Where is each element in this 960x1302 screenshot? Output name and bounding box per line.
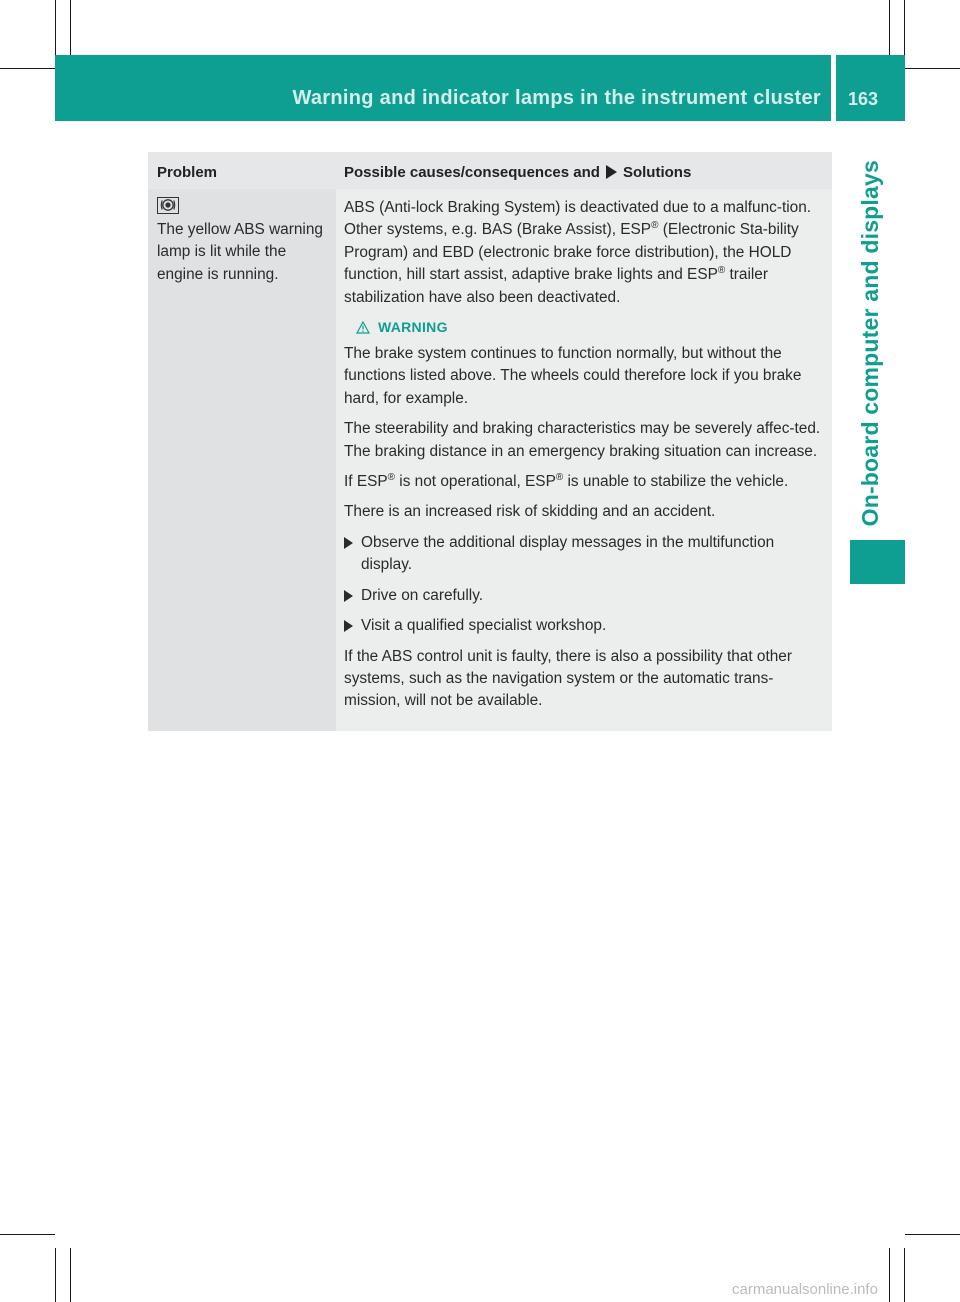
step-text: Drive on carefully. <box>361 586 484 604</box>
footer-watermark: carmanualsonline.info <box>732 1281 878 1298</box>
final-paragraph: If the ABS control unit is faulty, there is also a possibility that other systems, such as the navigation system or the automatic trans-mission, will not be available. <box>344 647 792 710</box>
instruction-step <box>344 532 826 577</box>
cause-paragraph <box>344 197 826 309</box>
crop-mark <box>0 1234 55 1235</box>
section-tab <box>850 160 890 540</box>
step-text: Observe the additional display messages in the multifunction display. <box>361 533 775 574</box>
problem-solution-table <box>148 152 832 731</box>
instruction-step <box>344 585 826 607</box>
warning-text: is not operational, ESP <box>395 473 556 491</box>
section-tab-label: On-board computer and displays <box>857 160 883 527</box>
registered-mark: ® <box>555 471 564 483</box>
registered-mark: ® <box>651 220 659 232</box>
warning-triangle-icon <box>356 321 370 334</box>
crop-mark <box>905 1234 960 1235</box>
page-title: Warning and indicator lamps in the instrument cluster <box>292 87 821 109</box>
page-header <box>55 55 831 121</box>
solution-cell <box>336 189 832 731</box>
column-header-causes-text: Possible causes/consequences and <box>344 164 600 181</box>
step-arrow-icon <box>344 620 353 632</box>
warning-label: WARNING <box>378 319 448 336</box>
column-header-solutions <box>336 152 832 189</box>
problem-cell <box>148 189 336 731</box>
registered-mark: ® <box>387 471 395 483</box>
crop-mark <box>904 1248 905 1302</box>
problem-description: The yellow ABS warning lamp is lit while the engine is running. <box>157 221 323 283</box>
instruction-step <box>344 615 826 637</box>
cause-text: trailer stabilization have also been deactivated. <box>344 266 768 306</box>
crop-mark <box>55 1248 56 1302</box>
crop-mark <box>70 1248 71 1302</box>
warning-paragraph <box>344 471 826 493</box>
step-text: Visit a qualified specialist workshop. <box>361 617 607 635</box>
step-arrow-icon <box>344 590 353 602</box>
arrow-right-icon <box>606 165 617 179</box>
warning-paragraph: There is an increased risk of skidding and an accident. <box>344 503 716 521</box>
crop-mark <box>55 0 56 55</box>
step-arrow-icon <box>344 537 353 549</box>
crop-mark <box>0 68 55 69</box>
crop-mark <box>889 0 890 55</box>
crop-mark <box>904 0 905 55</box>
crop-mark <box>889 1248 890 1302</box>
warning-paragraph: The steerability and braking characteristics may be severely affec-ted. The braking distance in an emergency braking situation can increase. <box>344 420 821 460</box>
crop-mark <box>70 0 71 55</box>
warning-text: If ESP <box>344 473 388 491</box>
warning-paragraph: The brake system continues to function normally, but without the functions listed above. The wheels could therefore lock if you brake hard, for example. <box>344 345 802 407</box>
table-header-row <box>148 152 832 189</box>
warning-heading <box>344 319 826 335</box>
table-row <box>148 189 832 731</box>
cause-text: ABS (Anti-lock Braking System) is deactivated due to a malfunc-tion. Other systems, e.g. BAS (Brake Assist), ESP <box>344 199 812 239</box>
abs-warning-lamp-icon <box>157 197 179 214</box>
cause-text: (Electronic Sta-bility Program) and EBD (electronic brake force distribution), the HOLD function, hill start assist, adaptive brake lights and ESP <box>344 221 799 284</box>
column-header-problem: Problem <box>157 164 218 181</box>
section-marker <box>850 540 905 584</box>
page-number: 163 <box>848 89 879 109</box>
page-number-box <box>836 55 905 121</box>
crop-mark <box>905 68 960 69</box>
registered-mark: ® <box>717 265 726 277</box>
warning-text: is unable to stabilize the vehicle. <box>563 473 789 491</box>
column-header-solutions-text: Solutions <box>622 164 692 181</box>
